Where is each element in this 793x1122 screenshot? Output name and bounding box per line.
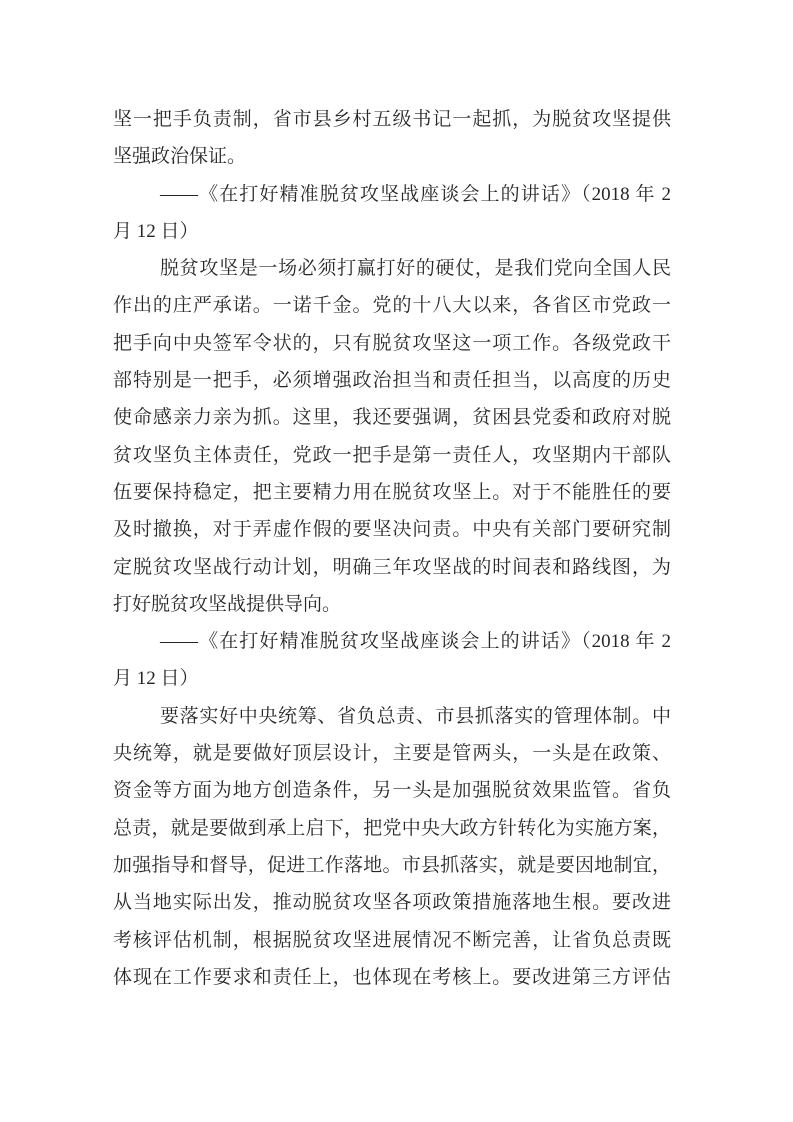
text-line: 使命感亲力亲为抓。这里，我还要强调，贫困县党委和政府对脱	[113, 407, 671, 429]
text-line: 加强指导和督导，促进工作落地。市县抓落实，就是要因地制宜，	[113, 854, 671, 876]
text-line: 月 12 日）	[113, 220, 199, 242]
text-line: 从当地实际出发，推动脱贫攻坚各项政策措施落地生根。要改进	[113, 892, 671, 914]
text-line: 脱贫攻坚是一场必须打赢打好的硬仗，是我们党向全国人民	[160, 258, 671, 280]
text-line: 坚一把手负责制，省市县乡村五级书记一起抓，为脱贫攻坚提供	[113, 109, 671, 130]
text-line: 及时撤换，对于弄虚作假的要坚决问责。中央有关部门要研究制	[113, 519, 671, 541]
text-line: 坚强政治保证。	[113, 146, 247, 168]
text-line: ——《在打好精准脱贫攻坚战座谈会上的讲话》（2018 年 2	[160, 183, 671, 205]
text-line: 伍要保持稳定，把主要精力用在脱贫攻坚上。对于不能胜任的要	[113, 481, 671, 503]
text-line: 央统筹，就是要做好顶层设计，主要是管两头，一头是在政策、	[113, 743, 671, 765]
text-line: 资金等方面为地方创造条件，另一头是加强脱贫效果监管。省负	[113, 780, 671, 802]
text-line: 作出的庄严承诺。一诺千金。党的十八大以来，各省区市党政一	[113, 295, 671, 317]
text-line: 要落实好中央统筹、省负总责、市县抓落实的管理体制。中	[160, 705, 671, 727]
text-line: 总责，就是要做到承上启下，把党中央大政方针转化为实施方案，	[113, 817, 671, 839]
text-line: 体现在工作要求和责任上，也体现在考核上。要改进第三方评估	[113, 966, 671, 988]
text-line: 月 12 日）	[113, 668, 199, 690]
text-block	[113, 101, 671, 996]
text-line: 部特别是一把手，必须增强政治担当和责任担当，以高度的历史	[113, 370, 671, 392]
text-line: 打好脱贫攻坚战提供导向。	[113, 593, 342, 615]
text-line: 把手向中央签军令状的，只有脱贫攻坚这一项工作。各级党政干	[113, 332, 671, 354]
text-line: 贫攻坚负主体责任，党政一把手是第一责任人，攻坚期内干部队	[113, 444, 671, 466]
text-line: ——《在打好精准脱贫攻坚战座谈会上的讲话》（2018 年 2	[160, 631, 671, 653]
text-line: 考核评估机制，根据脱贫攻坚进展情况不断完善，让省负总责既	[113, 929, 671, 951]
text-line: 定脱贫攻坚战行动计划，明确三年攻坚战的时间表和路线图，为	[113, 556, 671, 578]
